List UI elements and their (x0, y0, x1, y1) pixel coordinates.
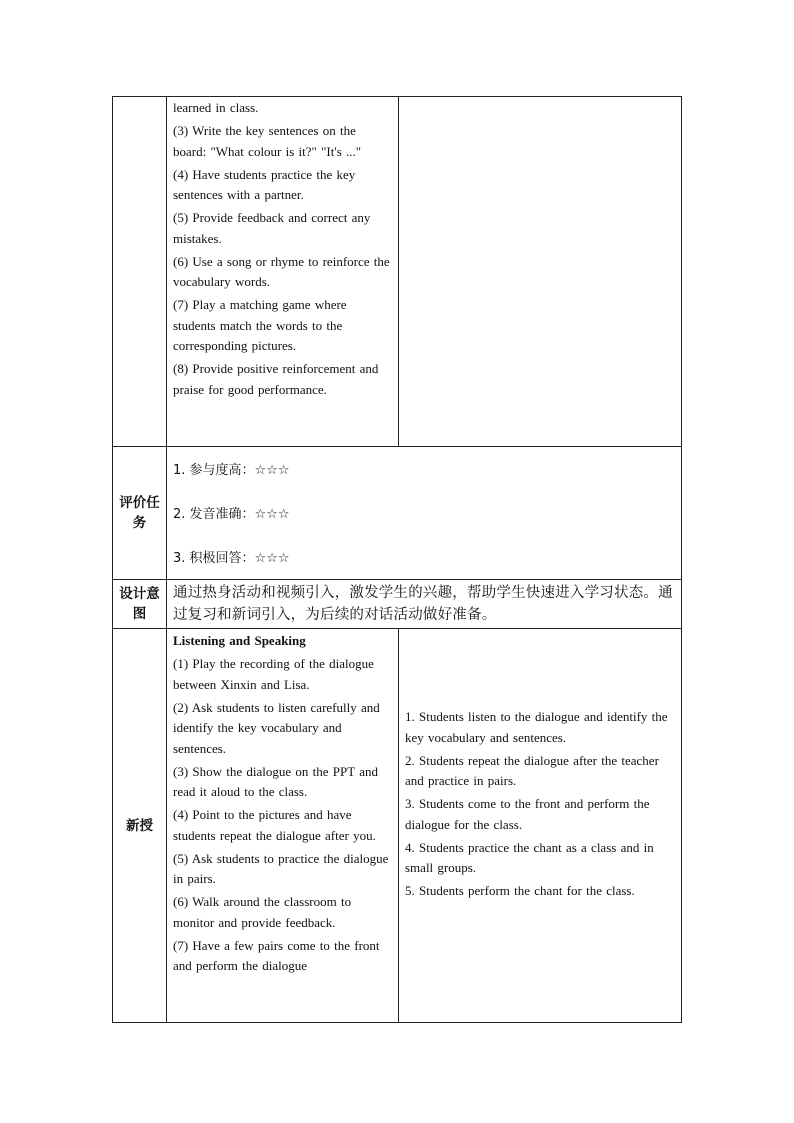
teacher-step: (3) Show the dialogue on the PPT and read it aloud to the class. (173, 763, 378, 799)
student-step: 5. Students perform the chant for the class. (405, 883, 635, 898)
evaluation-content (167, 447, 682, 580)
design-intent-label: 设计意图 (113, 580, 167, 629)
teacher-step: (1) Play the recording of the dialogue between Xinxin and Lisa. (173, 656, 374, 692)
teacher-activity-cell (167, 629, 399, 1023)
step-paragraph: (3) Write the key sentences on the board: "What colour is it?" "It's ..." (173, 123, 362, 159)
section-heading: Listening and Speaking (173, 633, 306, 648)
new-teaching-label: 新授 (113, 629, 167, 1023)
evaluation-row (113, 447, 682, 580)
student-step: 4. Students practice the chant as a class and in small groups. (405, 839, 654, 875)
teacher-step: (5) Ask students to practice the dialogue in pairs. (173, 850, 389, 886)
student-step: 2. Students repeat the dialogue after the teacher and practice in pairs. (405, 752, 659, 788)
teacher-step: (4) Point to the pictures and have students repeat the dialogue after you. (173, 807, 376, 843)
design-intent-text: 通过热身活动和视频引入，激发学生的兴趣，帮助学生快速进入学习状态。通过复习和新词引入，为后续的对话活动做好准备。 (173, 585, 673, 623)
design-intent-row (113, 580, 682, 629)
step-paragraph: (8) Provide positive reinforcement and praise for good performance. (173, 361, 379, 397)
step-paragraph: learned in class. (173, 100, 259, 115)
step-paragraph: (7) Play a matching game where students match the words to the corresponding pictures. (173, 297, 347, 353)
teacher-activity-cell (167, 97, 399, 447)
evaluation-item: 3. 积极回答：☆☆☆ (173, 551, 290, 566)
evaluation-item: 1. 参与度高：☆☆☆ (173, 463, 290, 478)
teacher-step: (7) Have a few pairs come to the front and perform the dialogue (173, 937, 380, 973)
teacher-step: (2) Ask students to listen carefully and identify the key vocabulary and sentences. (173, 699, 380, 756)
procedure-row-continued (113, 97, 682, 447)
student-activity-cell (399, 629, 682, 1023)
evaluation-label: 评价任务 (113, 447, 167, 580)
teacher-step: (6) Walk around the classroom to monitor and provide feedback. (173, 894, 352, 930)
student-activity-cell-empty (399, 97, 682, 447)
evaluation-item: 2. 发音准确：☆☆☆ (173, 507, 290, 522)
step-paragraph: (5) Provide feedback and correct any mistakes. (173, 210, 371, 246)
lesson-plan-table (112, 96, 682, 1023)
student-step: 3. Students come to the front and perform the dialogue for the class. (405, 796, 650, 832)
student-step: 1. Students listen to the dialogue and identify the key vocabulary and sentences. (405, 709, 668, 745)
design-intent-content (167, 580, 682, 629)
new-teaching-row (113, 629, 682, 1023)
step-paragraph: (6) Use a song or rhyme to reinforce the vocabulary words. (173, 253, 390, 289)
step-paragraph: (4) Have students practice the key sentences with a partner. (173, 166, 356, 202)
row-label-empty (113, 97, 167, 447)
